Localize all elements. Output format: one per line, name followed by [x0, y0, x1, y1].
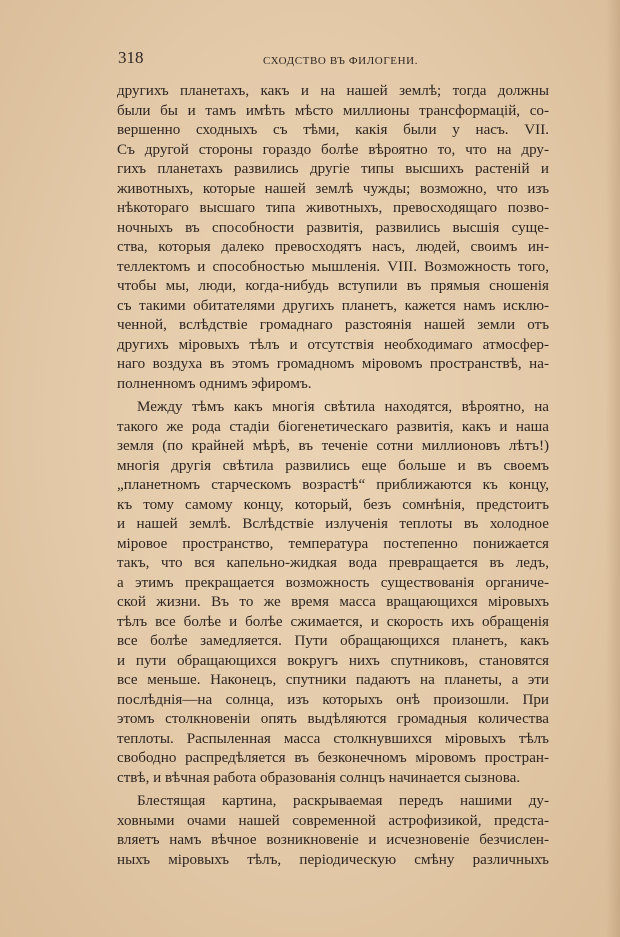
body-text [117, 82, 549, 870]
text-line: ховными очами нашей современной астрофизикой, предста- [117, 812, 549, 829]
page-edge-shadow [606, 0, 620, 937]
text-line: къ тому самому концу, который, безъ сомнѣнія, предстоитъ [117, 496, 549, 513]
text-line: вляетъ намъ вѣчное возникновеніе и исчезновеніе безчислен- [117, 832, 549, 848]
page-number: 318 [118, 48, 144, 67]
text-line: наго воздуха въ этомъ громадномъ міровомъ пространствѣ, на- [117, 356, 549, 372]
text-line: ныхъ міровыхъ тѣлъ, періодическую смѣну различныхъ [117, 851, 549, 868]
text-line: были бы и тамъ имѣть мѣсто миллионы трансформацій, со- [117, 102, 549, 119]
text-line: послѣднія—на солнца, изъ которыхъ онѣ произошли. При [117, 691, 549, 708]
running-title: СХОДСТВО ВЪ ФИЛОГЕНИ. [263, 55, 419, 67]
text-line: другихъ планетахъ, какъ и на нашей землѣ; тогда должны [117, 83, 549, 99]
text-line: нѣкотораго высшаго типа животныхъ, превосходящаго позво- [117, 200, 549, 216]
text-line: такъ, что вся капельно-жидкая вода превращается въ ледъ, [117, 555, 549, 571]
text-line: ствѣ, и вѣчная работа образованія солнцъ начинается сызнова. [117, 769, 521, 786]
text-line: Блестящая картина, раскрываемая передъ нашими ду- [137, 793, 549, 809]
text-line: тѣлъ все болѣе и болѣе сжимается, и скорость ихъ обращенія [117, 613, 549, 630]
text-line: ской жизни. Въ то же время масса вращающихся міровыхъ [117, 594, 549, 610]
text-line: теплоты. Распыленная масса столкнувшихся міровыхъ тѣлъ [117, 730, 549, 747]
text-line: животныхъ, которые нашей землѣ чужды; возможно, что изъ [117, 180, 549, 197]
text-line: свободно распредѣляется въ безконечномъ міровомъ простран- [117, 750, 549, 766]
text-line: ства, которыя далеко превосходятъ насъ, людей, своимъ ин- [117, 239, 549, 255]
text-line: а этимъ прекращается возможность существованія органиче- [117, 574, 549, 591]
text-line: и нашей землѣ. Вслѣдствіе излученія теплоты въ холодное [117, 516, 549, 532]
text-line: съ такими обитателями другихъ планетъ, кажется намъ исклю- [117, 297, 549, 314]
text-line: все меньше. Наконецъ, спутники падаютъ на планеты, а эти [117, 672, 549, 688]
paragraph-2 [117, 398, 549, 788]
paragraph-3 [117, 792, 549, 870]
text-line: многія другія свѣтила развились еще больше и въ своемъ [117, 457, 549, 474]
text-line: чтобы мы, люди, когда-нибудь вступили въ прямыя сношенія [117, 278, 549, 294]
text-line: ченной, вслѣдствіе громаднаго разстоянія нашей земли отъ [117, 317, 549, 333]
page-header [118, 48, 548, 72]
text-line: „планетномъ старческомъ возрастѣ“ приближаются къ концу, [117, 477, 549, 493]
text-line: теллектомъ и способностью мышленія. VIII. Возможность того, [117, 258, 549, 275]
text-line: Между тѣмъ какъ многія свѣтила находятся, вѣроятно, на [137, 399, 549, 415]
text-line: Съ другой стороны гораздо болѣе вѣроятно то, что на дру- [117, 141, 549, 158]
text-line: гихъ планетахъ развились другіе типы высшихъ растеній и [117, 161, 549, 177]
text-line: и пути обращающихся вокругъ нихъ спутниковъ, становятся [117, 652, 549, 669]
text-line: этомъ столкновеніи опять выдѣляются громадныя количества [117, 711, 549, 727]
text-line: ночныхъ въ способности развитія, развились высшія суще- [117, 219, 549, 236]
text-line: такого же рода стадіи біогенетическаго развитія, какъ и наша [117, 418, 549, 435]
text-line: земля (по крайней мѣрѣ, въ теченіе сотни миллионовъ лѣтъ!) [117, 438, 549, 454]
text-line: вершенно сходныхъ съ тѣми, какія были у насъ. VII. [117, 122, 549, 138]
text-line: міровое пространство, температура постепенно понижается [117, 535, 549, 552]
text-line: другихъ міровыхъ тѣлъ и отсутствія необходимаго атмосфер- [117, 336, 549, 353]
text-line: все болѣе замедляется. Пути обращающихся планетъ, какъ [117, 633, 549, 649]
paragraph-1 [117, 82, 549, 394]
text-line: полненномъ однимъ эфиромъ. [117, 375, 312, 392]
